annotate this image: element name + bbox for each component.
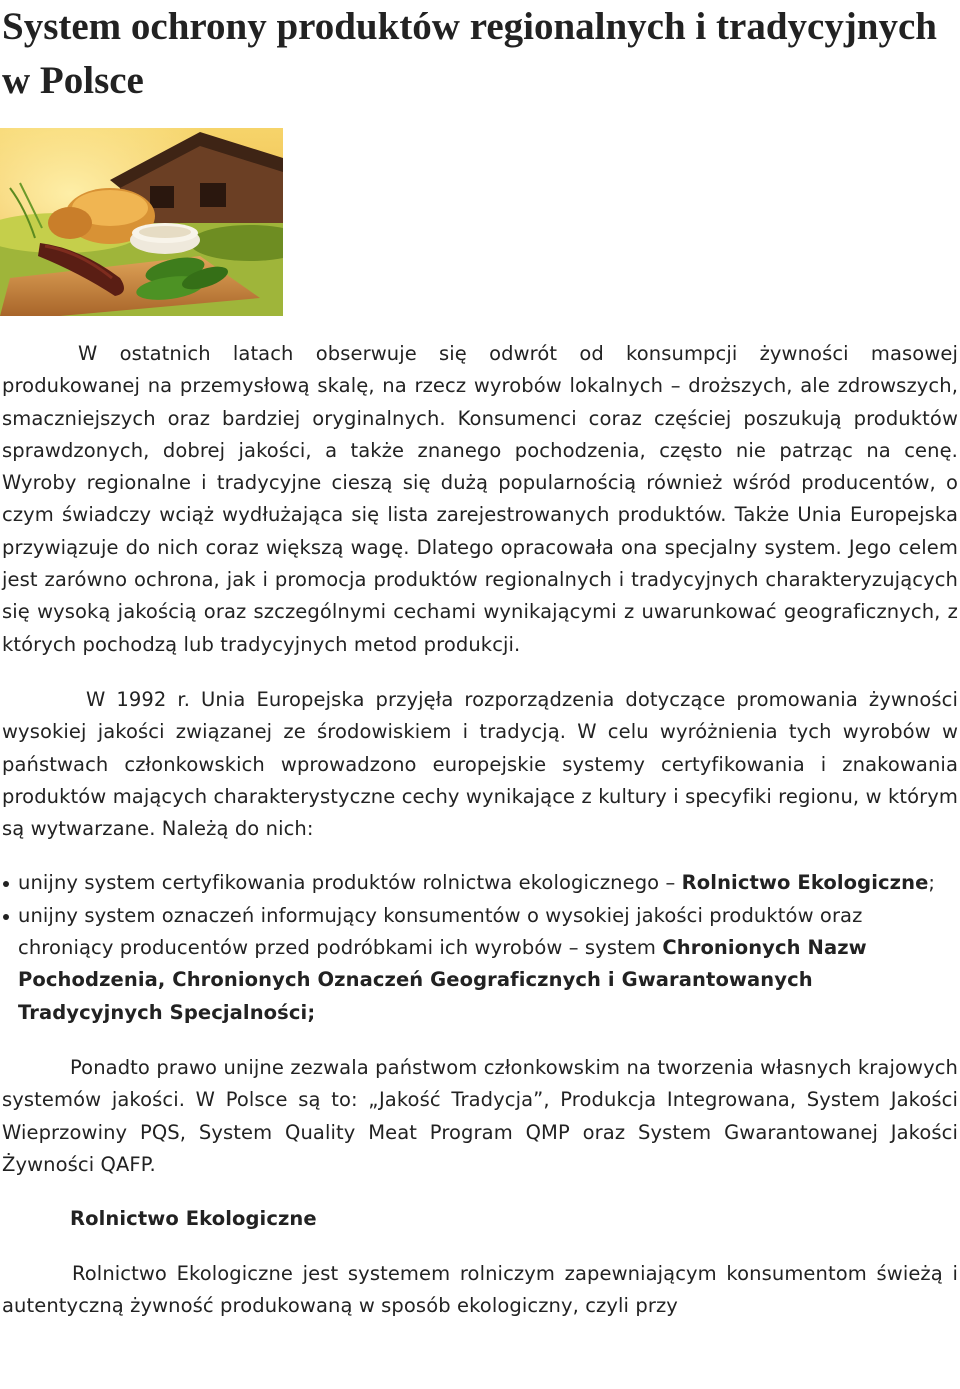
bullet-tail: ; xyxy=(928,871,936,895)
bullet-list xyxy=(2,867,958,1028)
bullet-bold-text: Chronionych Nazw Pochodzenia, Chronionych Oznaczeń Geograficznych i Gwarantowanych Tradycyjnych Specjalności; xyxy=(18,936,867,1024)
list-item xyxy=(2,900,958,1029)
hero-image xyxy=(0,128,283,316)
paragraph-eu-1992: W 1992 r. Unia Europejska przyjęła rozporządzenia dotyczące promowania żywności wysokiej jakości związanej ze środowiskiem i tradycją. W celu wyróżnienia tych wyrobów w państwach członkowskich wprowadzono europejskie systemy certyfikowania i znakowania produktów mających charakterystyczne cechy wynikające z kultury i specyfiki regionu, w którym są wytwarzane. Należą do nich: xyxy=(2,687,958,841)
paragraph-intro: W ostatnich latach obserwuje się odwrót od konsumpcji żywności masowej produkowanej na przemysłową skalę, na rzecz wyrobów lokalnych – droższych, ale zdrowszych, smaczniejszych oraz bardziej oryginalnych. Konsumenci coraz częściej poszukują produktów sprawdzonych, dobrej jakości, a także znanego pochodzenia, często nie patrząc na cenę. Wyroby regionalne i tradycyjne cieszą się dużą popularnością również wśród producentów, o czym świadczy wciąż wydłużająca się lista zarejestrowanych produktów. Także Unia Europejska przywiązuje do nich coraz większą wagę. Dlatego opracowała ona specjalny system. Jego celem jest zarówno ochrona, jak i promocja produktów regionalnych i tradycyjnych charakteryzujących się wysoką jakością oraz szczególnymi cechami wynikającymi z uwarunkować geograficznych, z których pochodzą lub tradycyjnych metod produkcji. xyxy=(2,342,958,656)
section-heading: Rolnictwo Ekologiczne xyxy=(70,1207,317,1231)
bullet-bold-text: Rolnictwo Ekologiczne xyxy=(681,871,929,895)
paragraph-national-systems: Ponadto prawo unijne zezwala państwom członkowskim na tworzenia własnych krajowych systemów jakości. W Polsce są to: „Jakość Tradycja”, Produkcja Integrowana, System Jakości Wieprzowiny PQS, System Quality Meat Program QMP oraz System Gwarantowanej Jakości Żywności QAFP. xyxy=(2,1055,958,1176)
food-photo-icon xyxy=(0,128,283,316)
article-body xyxy=(2,338,958,1323)
page-title: System ochrony produktów regionalnych i tradycyjnych w Polsce xyxy=(2,5,937,102)
bullet-text: unijny system certyfikowania produktów rolnictwa ekologicznego – xyxy=(18,871,682,895)
list-item xyxy=(2,867,958,899)
bullet-text: unijny system oznaczeń informujący konsumentów o wysokiej jakości produktów oraz chroniący producentów przed podróbkami ich wyrobów – system xyxy=(18,903,863,960)
paragraph-organic: Rolnictwo Ekologiczne jest systemem rolniczym zapewniającym konsumentom świeżą i autentyczną żywność produkowaną w sposób ekologiczny, czyli przy xyxy=(2,1262,958,1318)
